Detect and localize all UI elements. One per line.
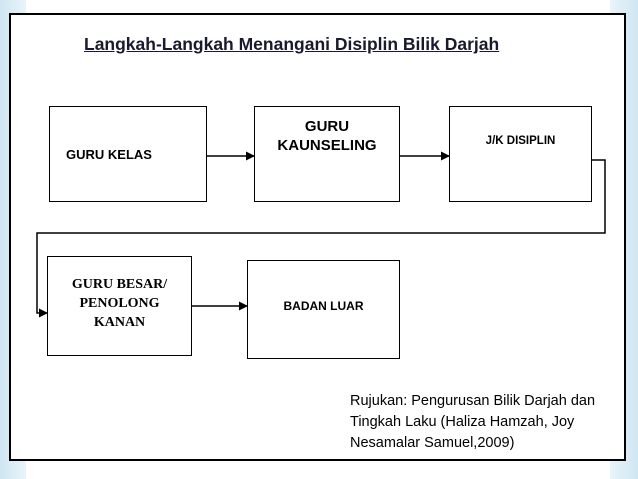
label-guru-kaunseling: GURU KAUNSELING [277, 118, 377, 154]
box-jk-disiplin [449, 106, 592, 202]
box-guru-kelas [49, 106, 207, 202]
box-guru-besar [47, 256, 192, 356]
label-jk-disiplin: J/K DISIPLIN [485, 135, 556, 147]
box-badan-luar [247, 260, 400, 359]
slide-title: Langkah-Langkah Menangani Disiplin Bilik Darjah [84, 34, 500, 54]
label-guru-besar: GURU BESAR/ PENOLONG KANAN [71, 277, 168, 330]
label-guru-kelas: GURU KELAS [66, 146, 152, 162]
reference-citation: Rujukan: Pengurusan Bilik Darjah dan Tingkah Laku (Haliza Hamzah, Joy Nesamalar Samuel,2009) [350, 393, 596, 451]
box-guru-kaunseling [254, 106, 400, 202]
label-badan-luar: BADAN LUAR [283, 299, 364, 313]
